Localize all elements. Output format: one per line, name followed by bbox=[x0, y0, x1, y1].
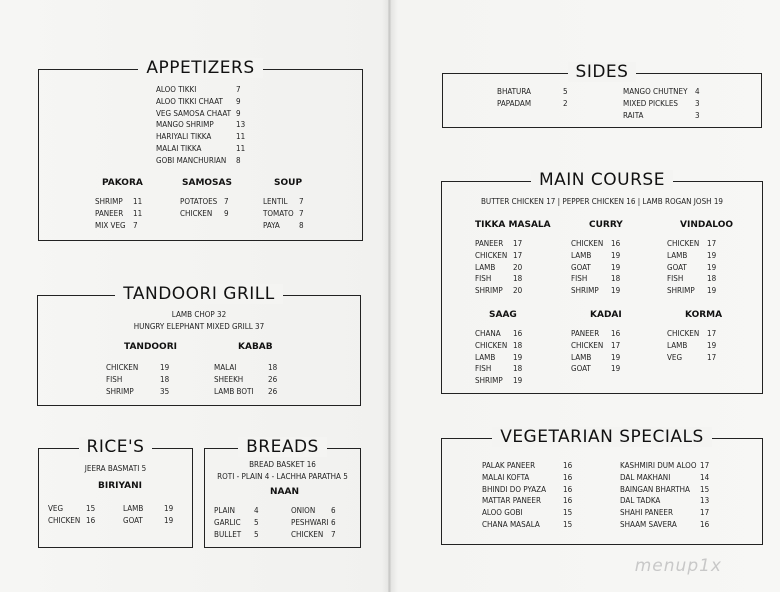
soup-list bbox=[263, 196, 304, 231]
menu-item-price: 15 bbox=[700, 484, 710, 494]
menu-item bbox=[623, 86, 700, 98]
menu-item-name: MANGO CHUTNEY bbox=[623, 87, 688, 96]
menu-item-name: SHRIMP bbox=[95, 197, 123, 206]
menu-item-price: 19 bbox=[707, 286, 717, 296]
menu-item-name: MATTAR PANEER bbox=[482, 496, 541, 506]
menu-item bbox=[263, 208, 304, 220]
menu-item-name: ALOO TIKKI CHAAT bbox=[156, 96, 223, 106]
page-fold bbox=[388, 0, 391, 592]
menu-item-price: 17 bbox=[513, 250, 523, 260]
menu-item bbox=[156, 96, 245, 108]
menu-item-price: 11 bbox=[133, 197, 143, 206]
menu-item bbox=[623, 98, 700, 110]
menu-item-name: SHRIMP bbox=[667, 286, 695, 296]
menu-item-price: 11 bbox=[236, 143, 246, 153]
tandoori-grill-title: TANDOORI GRILL bbox=[115, 284, 282, 304]
menu-item-price: 7 bbox=[133, 220, 138, 230]
soup-title: SOUP bbox=[274, 178, 303, 188]
menu-item bbox=[180, 208, 229, 220]
jeera-basmati-line: JEERA BASMATI 5 bbox=[84, 464, 147, 473]
menu-item-name: GOAT bbox=[571, 364, 591, 374]
menu-item bbox=[156, 155, 245, 167]
menu-item-name: CHICKEN bbox=[475, 250, 508, 260]
menu-item-name: GOAT bbox=[123, 515, 143, 525]
kabab-title: KABAB bbox=[238, 342, 273, 352]
menu-item bbox=[291, 529, 336, 541]
tandoori-grill-section bbox=[37, 284, 361, 406]
menu-item-name: POTATOES bbox=[180, 197, 218, 206]
menu-item-price: 7 bbox=[299, 197, 304, 206]
menu-item bbox=[214, 517, 259, 529]
appetizers-section bbox=[38, 58, 363, 241]
menu-item-price: 19 bbox=[611, 352, 621, 362]
menu-item bbox=[571, 340, 620, 352]
menu-item-name: CHICKEN bbox=[667, 239, 700, 248]
saag-list bbox=[475, 328, 522, 387]
menu-item bbox=[214, 505, 259, 517]
menu-item bbox=[106, 386, 169, 398]
menu-item-price: 17 bbox=[513, 239, 523, 248]
samosas-title: SAMOSAS bbox=[182, 178, 232, 188]
menu-item-name: FISH bbox=[475, 364, 492, 374]
menu-item-name: CHICKEN bbox=[571, 239, 604, 248]
menu-item-name: PALAK PANEER bbox=[482, 461, 536, 470]
korma-list bbox=[667, 328, 716, 363]
menu-item-price: 26 bbox=[268, 386, 278, 396]
menu-item-name: ALOO TIKKI bbox=[156, 85, 197, 94]
menu-item bbox=[180, 196, 229, 208]
menu-item-name: CHICKEN bbox=[667, 329, 700, 338]
menu-item-name: RAITA bbox=[623, 110, 644, 120]
menu-item-price: 4 bbox=[695, 87, 700, 96]
menu-item-price: 16 bbox=[611, 329, 621, 338]
menu-item-price: 9 bbox=[236, 96, 241, 106]
menu-item bbox=[123, 515, 173, 527]
menu-item-name: BHINDI DO PYAZA bbox=[482, 484, 547, 494]
menu-item bbox=[482, 484, 572, 496]
menu-item-price: 11 bbox=[236, 132, 246, 142]
menu-item-name: LAMB bbox=[475, 262, 496, 272]
menu-item-name: PANEER bbox=[571, 329, 600, 338]
menu-item bbox=[106, 362, 169, 374]
menu-item bbox=[571, 238, 620, 250]
menu-item-price: 18 bbox=[268, 363, 278, 372]
menu-item-name: CHICKEN bbox=[291, 529, 324, 539]
menu-item-name: TOMATO bbox=[263, 208, 294, 218]
menu-item-price: 20 bbox=[513, 286, 523, 296]
menu-item bbox=[620, 460, 709, 472]
menu-item bbox=[123, 503, 173, 515]
menu-item-price: 5 bbox=[254, 517, 259, 527]
menu-item-name: DAL MAKHANI bbox=[620, 472, 671, 482]
menu-item bbox=[475, 285, 522, 297]
menu-item-name: VEG bbox=[667, 352, 683, 362]
menu-item bbox=[475, 250, 522, 262]
menu-item-name: LAMB bbox=[123, 504, 144, 513]
menu-item bbox=[475, 363, 522, 375]
menu-item-price: 17 bbox=[700, 461, 710, 470]
pakora-list bbox=[95, 196, 142, 231]
menu-item-name: CHANA MASALA bbox=[482, 519, 540, 529]
menu-item bbox=[475, 375, 522, 387]
menu-item-name: VEG SAMOSA CHAAT bbox=[156, 108, 232, 118]
menu-item bbox=[48, 515, 95, 527]
appetizers-list bbox=[156, 84, 245, 167]
menu-item bbox=[667, 262, 716, 274]
menu-item-name: SHRIMP bbox=[475, 376, 503, 386]
menu-item-price: 19 bbox=[164, 515, 174, 525]
rices-section bbox=[38, 437, 193, 548]
menu-item bbox=[263, 196, 304, 208]
menu-item bbox=[291, 505, 336, 517]
tandoori-list bbox=[106, 362, 169, 397]
menu-item-name: FISH bbox=[475, 274, 492, 284]
menu-item-price: 15 bbox=[563, 508, 573, 518]
breads-title: BREADS bbox=[238, 437, 327, 457]
menu-item-name: LAMB bbox=[475, 352, 496, 362]
pakora-title: PAKORA bbox=[102, 178, 143, 188]
menu-item-price: 16 bbox=[513, 329, 523, 338]
menu-item-name: LAMB bbox=[571, 250, 592, 260]
menu-item bbox=[482, 495, 572, 507]
menu-item bbox=[571, 328, 620, 340]
menu-item-price: 17 bbox=[700, 508, 710, 518]
menu-item-price: 19 bbox=[160, 363, 170, 372]
biriyani-left-list bbox=[48, 503, 95, 527]
menu-item-name: PLAIN bbox=[214, 506, 235, 515]
samosas-list bbox=[180, 196, 229, 220]
menu-item bbox=[48, 503, 95, 515]
menu-item bbox=[667, 328, 716, 340]
menu-item-name: MALAI bbox=[214, 363, 237, 372]
menu-item bbox=[667, 250, 716, 262]
naan-left-list bbox=[214, 505, 259, 540]
menu-item-price: 15 bbox=[86, 504, 96, 513]
menu-item-price: 16 bbox=[700, 519, 710, 529]
menu-item bbox=[482, 472, 572, 484]
menu-item-price: 18 bbox=[707, 274, 717, 284]
menu-item bbox=[620, 495, 709, 507]
menu-item-name: DAL TADKA bbox=[620, 496, 661, 506]
menu-item bbox=[475, 340, 522, 352]
menu-item-price: 2 bbox=[563, 98, 568, 108]
menu-item-name: CHICKEN bbox=[571, 340, 604, 350]
menu-item-price: 35 bbox=[160, 386, 170, 396]
menu-item bbox=[667, 238, 716, 250]
mixed-grill-line: HUNGRY ELEPHANT MIXED GRILL 37 bbox=[133, 322, 265, 331]
menu-item-name: SHAHI PANEER bbox=[620, 508, 673, 518]
menu-item bbox=[623, 110, 700, 122]
menu-item-name: GARLIC bbox=[214, 517, 241, 527]
menu-item-price: 16 bbox=[611, 239, 621, 248]
menu-item bbox=[95, 220, 142, 232]
menu-item-price: 18 bbox=[611, 274, 621, 284]
menu-item bbox=[156, 131, 245, 143]
main-course-line: BUTTER CHICKEN 17 | PEPPER CHICKEN 16 | LAMB ROGAN JOSH 19 bbox=[480, 197, 724, 206]
vindaloo-list bbox=[667, 238, 716, 297]
kadai-list bbox=[571, 328, 620, 375]
menu-item-name: PANEER bbox=[475, 239, 504, 248]
menu-item-price: 9 bbox=[236, 108, 241, 118]
menu-item bbox=[214, 386, 277, 398]
menu-item-name: BULLET bbox=[214, 529, 242, 539]
sides-title: SIDES bbox=[568, 62, 637, 82]
menu-item bbox=[620, 507, 709, 519]
menu-item-price: 17 bbox=[707, 329, 717, 338]
menu-item bbox=[667, 352, 716, 364]
menu-item-name: PANEER bbox=[95, 208, 124, 218]
tikka-masala-title: TIKKA MASALA bbox=[475, 220, 551, 230]
menu-item-price: 19 bbox=[611, 364, 621, 374]
bread-basket-line: BREAD BASKET 16 bbox=[249, 460, 316, 469]
rices-title: RICE'S bbox=[79, 437, 153, 457]
lamb-chop-line: LAMB CHOP 32 bbox=[171, 310, 227, 319]
menu-item-price: 16 bbox=[86, 515, 96, 525]
menu-item bbox=[475, 273, 522, 285]
menu-item-name: SHEEKH bbox=[214, 374, 244, 384]
menu-item-name: FISH bbox=[106, 374, 123, 384]
menu-item-name: FISH bbox=[571, 274, 588, 284]
menu-item-name: KASHMIRI DUM ALOO bbox=[620, 461, 697, 470]
menu-item-price: 18 bbox=[160, 374, 170, 384]
menu-item-price: 19 bbox=[611, 262, 621, 272]
menu-item-name: MALAI TIKKA bbox=[156, 143, 202, 153]
menu-item-name: ALOO GOBI bbox=[482, 508, 523, 518]
tandoori-title: TANDOORI bbox=[124, 342, 177, 352]
menu-item-price: 17 bbox=[707, 239, 717, 248]
menu-item-price: 15 bbox=[563, 519, 573, 529]
menu-item-name: PAYA bbox=[263, 220, 280, 230]
menu-item bbox=[620, 472, 709, 484]
menu-item-price: 11 bbox=[133, 208, 143, 218]
menu-item bbox=[497, 98, 568, 110]
menu-item bbox=[475, 328, 522, 340]
menu-item-name: CHICKEN bbox=[106, 363, 139, 372]
menu-item bbox=[667, 285, 716, 297]
menu-item-name: GOBI MANCHURIAN bbox=[156, 155, 227, 165]
menu-item bbox=[214, 362, 277, 374]
menu-item-name: SHRIMP bbox=[571, 286, 599, 296]
curry-list bbox=[571, 238, 620, 297]
menu-item-price: 16 bbox=[563, 496, 573, 506]
menu-item-name: SHRIMP bbox=[106, 386, 134, 396]
menu-item bbox=[482, 507, 572, 519]
biriyani-right-list bbox=[123, 503, 173, 527]
naan-title: NAAN bbox=[270, 487, 299, 497]
menu-item-price: 16 bbox=[563, 484, 573, 494]
menu-item-name: PAPADAM bbox=[497, 98, 532, 108]
menu-item-price: 19 bbox=[707, 340, 717, 350]
menu-item-price: 13 bbox=[700, 496, 710, 506]
menu-item-name: HARIYALI TIKKA bbox=[156, 132, 212, 142]
menu-item bbox=[106, 374, 169, 386]
menu-item-name: VEG bbox=[48, 504, 64, 513]
menu-item-price: 14 bbox=[700, 472, 710, 482]
menu-item bbox=[475, 352, 522, 364]
menu-item bbox=[667, 273, 716, 285]
menu-item-name: LAMB bbox=[667, 250, 688, 260]
menu-item bbox=[482, 519, 572, 531]
main-course-section bbox=[441, 170, 763, 394]
menu-item-price: 3 bbox=[695, 110, 700, 120]
veg-left-list bbox=[482, 460, 572, 531]
menu-item bbox=[95, 208, 142, 220]
menu-item-price: 19 bbox=[513, 376, 523, 386]
menu-item bbox=[571, 273, 620, 285]
menu-item-name: CHICKEN bbox=[475, 340, 508, 350]
menu-item bbox=[667, 340, 716, 352]
menu-item bbox=[571, 352, 620, 364]
menu-item-name: MANGO SHRIMP bbox=[156, 120, 214, 130]
naan-right-list bbox=[291, 505, 336, 540]
menu-item bbox=[620, 484, 709, 496]
menu-item-name: CHICKEN bbox=[180, 208, 213, 218]
menu-item bbox=[482, 460, 572, 472]
menu-item bbox=[475, 262, 522, 274]
menu-item bbox=[475, 238, 522, 250]
sides-right-list bbox=[623, 86, 700, 121]
biriyani-title: BIRIYANI bbox=[98, 481, 142, 491]
tikka-masala-list bbox=[475, 238, 522, 297]
menu-item bbox=[95, 196, 142, 208]
menu-item-name: SHAAM SAVERA bbox=[620, 519, 677, 529]
menu-item-price: 7 bbox=[224, 197, 229, 206]
curry-title: CURRY bbox=[589, 220, 623, 230]
menu-item bbox=[620, 519, 709, 531]
menu-item-price: 18 bbox=[513, 274, 523, 284]
menu-item-price: 19 bbox=[707, 250, 717, 260]
menu-item-price: 9 bbox=[224, 208, 229, 218]
menu-item-name: LAMB bbox=[571, 352, 592, 362]
menu-item-price: 4 bbox=[254, 506, 259, 515]
kabab-list bbox=[214, 362, 277, 397]
menu-item-name: MIX VEG bbox=[95, 220, 126, 230]
menu-item-price: 3 bbox=[695, 98, 700, 108]
menu-item-name: LAMB bbox=[667, 340, 688, 350]
menu-item bbox=[571, 363, 620, 375]
menu-item bbox=[571, 250, 620, 262]
menu-item-name: MALAI KOFTA bbox=[482, 472, 530, 482]
sides-section bbox=[442, 62, 762, 128]
menu-item-price: 19 bbox=[707, 262, 717, 272]
menu-item-price: 8 bbox=[236, 155, 241, 165]
menu-item-price: 7 bbox=[236, 85, 241, 94]
menu-item-price: 13 bbox=[236, 120, 246, 130]
menu-item-price: 19 bbox=[164, 504, 174, 513]
menu-item bbox=[571, 285, 620, 297]
menu-item-price: 20 bbox=[513, 262, 523, 272]
appetizers-title: APPETIZERS bbox=[138, 58, 262, 78]
menu-item-name: GOAT bbox=[667, 262, 687, 272]
watermark-logo: menup1x bbox=[634, 556, 722, 576]
menu-item-name: CHICKEN bbox=[48, 515, 81, 525]
menu-item bbox=[214, 374, 277, 386]
menu-item-name: FISH bbox=[667, 274, 684, 284]
menu-item-price: 19 bbox=[513, 352, 523, 362]
menu-item-price: 5 bbox=[254, 529, 259, 539]
vindaloo-title: VINDALOO bbox=[680, 220, 733, 230]
menu-item-price: 19 bbox=[611, 250, 621, 260]
menu-item bbox=[291, 517, 336, 529]
menu-item-price: 5 bbox=[563, 87, 568, 96]
menu-item-name: CHANA bbox=[475, 329, 501, 338]
menu-item-name: BAINGAN BHARTHA bbox=[620, 484, 690, 494]
menu-item-price: 16 bbox=[563, 461, 573, 470]
menu-item bbox=[156, 119, 245, 131]
menu-item bbox=[571, 262, 620, 274]
menu-item-price: 26 bbox=[268, 374, 278, 384]
menu-item-price: 18 bbox=[513, 340, 523, 350]
roti-line: ROTI - PLAIN 4 - LACHHA PARATHA 5 bbox=[217, 472, 348, 481]
menu-item-price: 17 bbox=[707, 352, 717, 362]
menu-item-price: 17 bbox=[611, 340, 621, 350]
vegetarian-specials-section bbox=[441, 427, 763, 545]
menu-item-price: 16 bbox=[563, 472, 573, 482]
menu-item-price: 6 bbox=[331, 517, 336, 527]
menu-item-price: 7 bbox=[331, 529, 336, 539]
menu-item-name: BHATURA bbox=[497, 87, 531, 96]
sides-left-list bbox=[497, 86, 568, 110]
menu-item-name: SHRIMP bbox=[475, 286, 503, 296]
menu-item bbox=[263, 220, 304, 232]
kadai-title: KADAI bbox=[590, 310, 622, 320]
veg-right-list bbox=[620, 460, 709, 531]
menu-item-price: 19 bbox=[611, 286, 621, 296]
menu-item-price: 18 bbox=[513, 364, 523, 374]
menu-item-price: 7 bbox=[299, 208, 304, 218]
menu-item-name: ONION bbox=[291, 506, 316, 515]
menu-item bbox=[156, 108, 245, 120]
menu-item bbox=[156, 143, 245, 155]
saag-title: SAAG bbox=[489, 310, 517, 320]
menu-item-name: MIXED PICKLES bbox=[623, 98, 678, 108]
korma-title: KORMA bbox=[685, 310, 723, 320]
menu-item-name: LAMB BOTI bbox=[214, 386, 254, 396]
breads-section bbox=[204, 437, 361, 548]
menu-item-name: LENTIL bbox=[263, 197, 288, 206]
menu-item bbox=[497, 86, 568, 98]
menu-item-price: 6 bbox=[331, 506, 336, 515]
main-course-title: MAIN COURSE bbox=[531, 170, 673, 190]
menu-item-name: GOAT bbox=[571, 262, 591, 272]
menu-item bbox=[156, 84, 245, 96]
menu-item-price: 8 bbox=[299, 220, 304, 230]
menu-item-name: PESHWARI bbox=[291, 517, 329, 527]
vegetarian-specials-title: VEGETARIAN SPECIALS bbox=[492, 427, 712, 447]
menu-item bbox=[214, 529, 259, 541]
